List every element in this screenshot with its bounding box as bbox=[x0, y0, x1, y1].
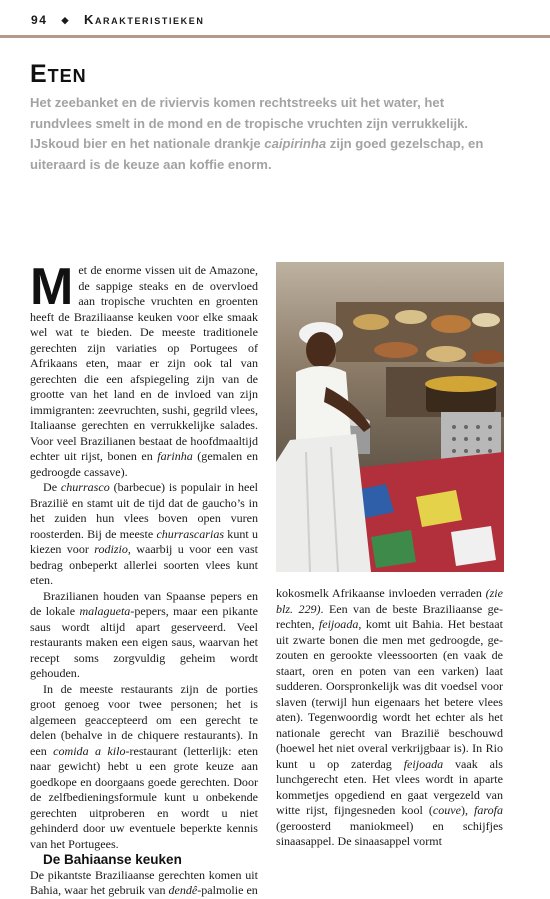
paragraph bbox=[30, 868, 258, 899]
text: , waarbij u voor een vast bedrag onbeperkt allerlei soorten vlees kunt eten. bbox=[30, 542, 259, 587]
section-name: Karakteristieken bbox=[83, 12, 205, 27]
text: -restaurant (letterlijk: eten naar gewicht) hebt u een grote keuze aan goedkope en doorgaans goede gerechten. Door de zelfbedieningsformule kunt u onbekende gerechten uitproberen en wordt u niet gehinderd door uw eventuele beperkte kennis van het Portugees. bbox=[30, 743, 259, 851]
text: et de enorme vissen uit de Amazone, de sappige steaks en de overvloed aan tropische vruchten en groenten heeft de Braziliaanse keuken voor elke smaak wel wat te bieden. De meeste traditionele gerechten zijn variaties op Portugees of Afrikaans eten, maar er zijn ook tal van gerechten die een afspiegeling zijn van de grootte van het land en de invloed van zijn immigranten: zeevruchten, sushi, gegrild vlees, Italiaanse gerechten en verrukkelijke salades. Voor veel Brazilianen bestaat de hoofdmaaltijd echter uit rijst, bonen en bbox=[30, 263, 258, 463]
text: ), bbox=[460, 803, 474, 817]
drop-cap: M bbox=[30, 258, 74, 316]
italic-term: feijoada bbox=[318, 617, 359, 631]
italic-term: feijoada bbox=[403, 756, 444, 771]
diamond-icon: ◆ bbox=[61, 15, 71, 25]
subheading: De Bahiaanse keuken bbox=[43, 852, 182, 867]
food-trays bbox=[336, 302, 504, 364]
market-stall-photo bbox=[276, 262, 504, 572]
text: (gemalen en gedroogde cassave). bbox=[30, 449, 259, 479]
italic-term: churrascarias bbox=[156, 526, 225, 541]
text: De pikantste Braziliaanse gerechten komen uit Bahia, waar het gebruik van bbox=[30, 867, 258, 897]
text: -palmolie en bbox=[197, 883, 258, 897]
running-header bbox=[31, 12, 550, 36]
paragraph bbox=[276, 586, 503, 850]
body-column-left bbox=[30, 258, 259, 899]
italic-term: rodizio bbox=[94, 542, 128, 556]
paragraph bbox=[30, 682, 258, 853]
paragraph bbox=[30, 480, 258, 589]
paragraph bbox=[30, 589, 258, 682]
intro-text-end: zijn goed gezelschap, en uiteraard is de keuze aan koffie enorm. bbox=[30, 136, 484, 172]
text: -pepers, maar een pikante saus wordt altijd apart geserveerd. Veel restaurants maken een eigen saus, waarvan het recept soms zorgvuldig geheim wordt gehouden. bbox=[30, 604, 258, 680]
text: kunt u kiezen voor bbox=[30, 526, 259, 556]
page-number: 94 bbox=[31, 13, 48, 27]
body-column-right bbox=[276, 586, 503, 850]
italic-term: farinha bbox=[157, 449, 193, 463]
intro-text: Het zeebanket en de riviervis komen rechtstreeks uit het water, het rundvlees smelt in de mond en de tropische vruchten zijn verrukkelijk. IJskoud bier en het nationale drankje bbox=[30, 95, 469, 151]
text: Brazilianen houden van Spaanse pepers en de lokale bbox=[30, 588, 258, 618]
italic-ref: (zie blz. 229) bbox=[276, 586, 503, 616]
text: kokosmelk Afrikaanse invloeden verraden bbox=[276, 586, 486, 600]
italic-term: malagueta bbox=[79, 604, 131, 618]
page-title: Eten bbox=[30, 60, 87, 88]
text: De bbox=[43, 480, 61, 494]
italic-term: churrasco bbox=[60, 480, 110, 494]
paragraph bbox=[30, 258, 259, 480]
text: . Een van de beste Braziliaanse gerechten, bbox=[276, 601, 504, 631]
italic-term: farofa bbox=[473, 803, 503, 817]
header-rule bbox=[0, 35, 550, 38]
intro-paragraph bbox=[30, 93, 500, 175]
text: In de meeste restaurants zijn de porties groot genoeg voor twee personen; het is algemeen geaccepteerd om een gerecht te delen (behalve in de chiquere restaurants). In een bbox=[30, 681, 258, 758]
text: vaak als lunchgerecht eten. Het vlees wordt in aparte kommetjes opgediend en gaat vergezeld van witte rijst, fijngesneden kool ( bbox=[276, 756, 503, 817]
text: (barbecue) is populair in heel Brazilië en stamt uit de tijd dat de gaucho’s in het zuiden hun vlees boven open vuren roosterden. Bij de meeste bbox=[30, 480, 259, 541]
italic-term: couve bbox=[432, 803, 461, 817]
intro-italic: caipirinha bbox=[264, 136, 327, 151]
text: (geroosterd maniokmeel) en schijfjes sinaasappel. De sinaasappel vormt bbox=[276, 818, 503, 848]
italic-term: dendê bbox=[168, 883, 198, 897]
text: , komt uit Bahia. Het bestaat uit zwarte bonen die men met gedroogde, gezouten en gerookte vleessoorten (en vaak de staart, oren en poten van een varken) laat sudderen. Oorspronkelijk was dit voedsel voor slaven (terwijl hun eigenaars het betere vlees aten). Tegenwoordig wordt het echter als het nationale gerecht van Brazilië beschouwd (hoewel het niet overal verkrijgbaar is). In Rio kunt u op zaterdag bbox=[276, 617, 503, 771]
italic-term: comida a kilo bbox=[53, 743, 126, 758]
photo-illustration bbox=[276, 262, 504, 572]
